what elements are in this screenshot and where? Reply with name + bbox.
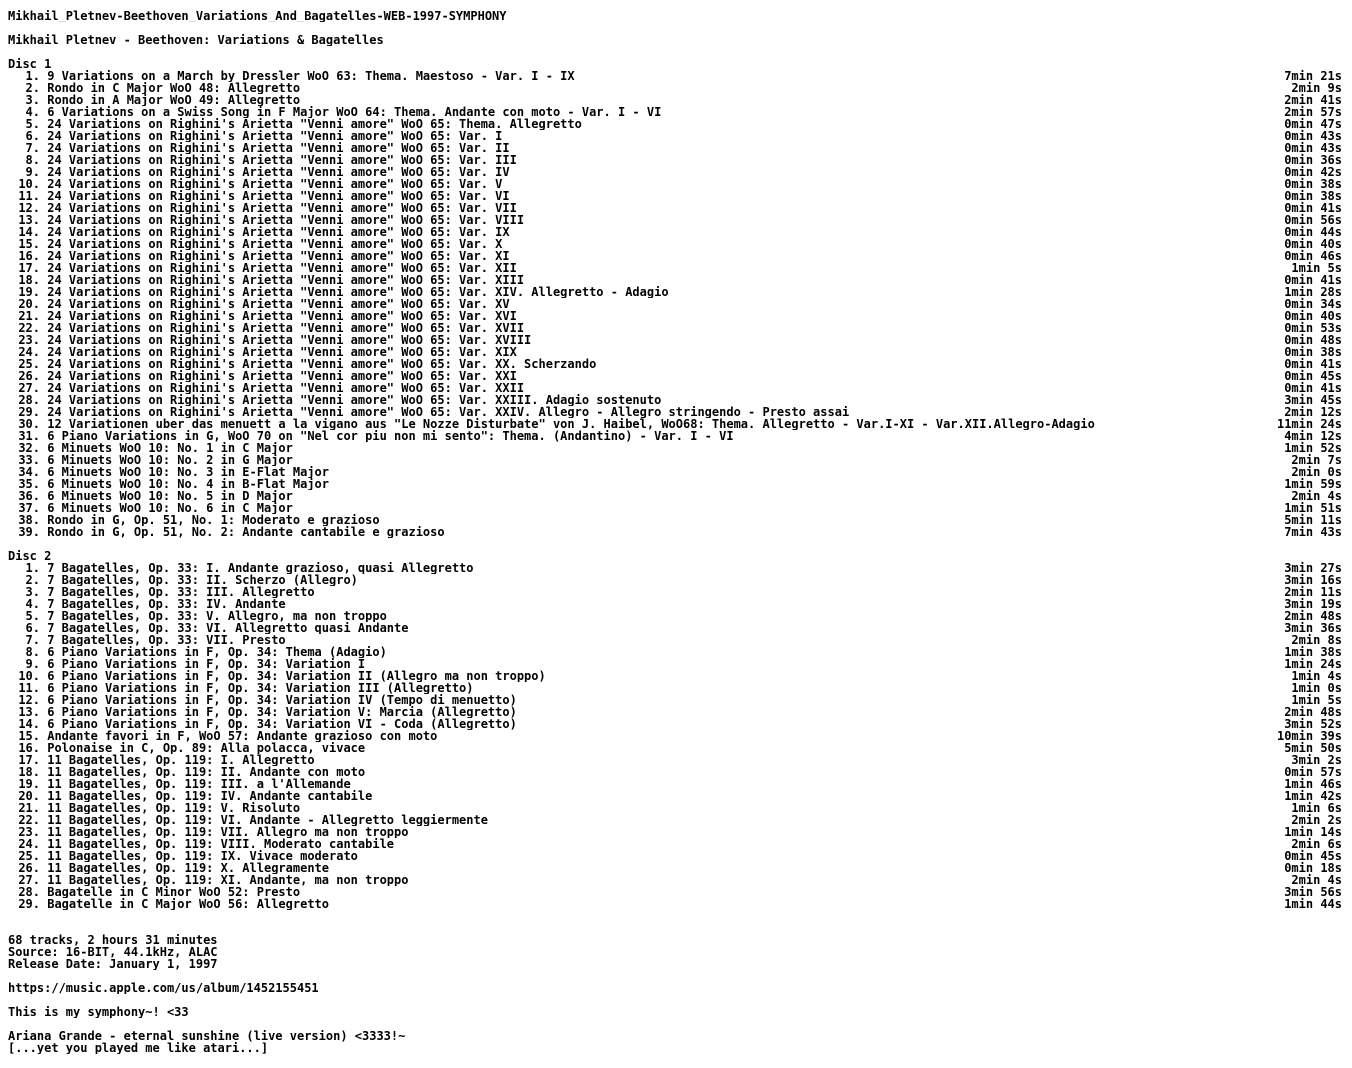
track-title: 24 Variations on Righini's Arietta "Venni amore" WoO 65: Var. III — [47, 154, 517, 166]
track-row — [8, 706, 1342, 718]
track-title: 6 Piano Variations in F, Op. 34: Variation III (Allegretto) — [47, 682, 474, 694]
track-number: 8. — [25, 645, 40, 659]
track-duration: 0min 41s — [1284, 357, 1342, 371]
track-row — [8, 682, 1342, 694]
track-row — [8, 298, 1342, 310]
track-duration: 7min 21s — [1284, 69, 1342, 83]
track-row — [8, 586, 1342, 598]
track-number: 6. — [25, 621, 40, 635]
track-number: 26. — [18, 861, 40, 875]
track-title: 6 Minuets WoO 10: No. 6 in C Major — [47, 502, 293, 514]
track-number: 15. — [18, 237, 40, 251]
track-row — [8, 166, 1342, 178]
track-title: 11 Bagatelles, Op. 119: II. Andante con moto — [47, 766, 366, 778]
track-number: 14. — [18, 717, 40, 731]
track-duration: 0min 38s — [1284, 345, 1342, 359]
track-duration: 1min 59s — [1284, 477, 1342, 491]
track-title: 24 Variations on Righini's Arietta "Venni amore" WoO 65: Var. XXII — [47, 382, 525, 394]
track-title: 24 Variations on Righini's Arietta "Venni amore" WoO 65: Var. I — [47, 130, 503, 142]
track-number: 29. — [18, 405, 40, 419]
disc-label: Disc 1 — [8, 58, 52, 70]
track-number: 27. — [18, 873, 40, 887]
track-number: 12. — [18, 693, 40, 707]
track-duration: 0min 34s — [1284, 297, 1342, 311]
disc-label: Disc 2 — [8, 550, 52, 562]
track-duration: 1min 0s — [1291, 681, 1342, 695]
track-number: 17. — [18, 753, 40, 767]
track-title: 6 Piano Variations in G, WoO 70 on "Nel cor piu non mi sento": Thema. (Andantino) - Var. I - VI — [47, 430, 734, 442]
track-title: 11 Bagatelles, Op. 119: I. Allegretto — [47, 754, 315, 766]
track-row — [8, 394, 1342, 406]
track-duration: 4min 12s — [1284, 429, 1342, 443]
track-row — [8, 622, 1342, 634]
spacer — [8, 538, 1344, 550]
track-duration: 1min 38s — [1284, 645, 1342, 659]
track-number: 28. — [18, 885, 40, 899]
track-number: 27. — [18, 381, 40, 395]
track-row — [8, 850, 1342, 862]
track-duration: 0min 41s — [1284, 273, 1342, 287]
track-row — [8, 814, 1342, 826]
track-duration: 0min 18s — [1284, 861, 1342, 875]
track-duration: 0min 46s — [1284, 249, 1342, 263]
track-duration: 5min 11s — [1284, 513, 1342, 527]
track-row — [8, 826, 1342, 838]
track-number: 3. — [25, 93, 40, 107]
track-title: 9 Variations on a March by Dressler WoO 63: Thema. Maestoso - Var. I - IX — [47, 70, 575, 82]
track-duration: 1min 42s — [1284, 789, 1342, 803]
track-duration: 0min 56s — [1284, 213, 1342, 227]
track-number: 11. — [18, 681, 40, 695]
disc-list — [8, 58, 1344, 910]
track-number: 17. — [18, 261, 40, 275]
release-name: Mikhail_Pletnev-Beethoven_Variations_And_Bagatelles-WEB-1997-SYMPHONY — [8, 10, 507, 22]
track-duration: 1min 5s — [1291, 261, 1342, 275]
track-duration: 1min 5s — [1291, 693, 1342, 707]
track-duration: 0min 38s — [1284, 177, 1342, 191]
track-title: 6 Minuets WoO 10: No. 5 in D Major — [47, 490, 293, 502]
track-row — [8, 490, 1342, 502]
track-duration: 2min 41s — [1284, 93, 1342, 107]
track-row — [8, 262, 1342, 274]
track-duration: 0min 45s — [1284, 369, 1342, 383]
track-title: 24 Variations on Righini's Arietta "Venni amore" WoO 65: Var. XVII — [47, 322, 525, 334]
track-title: 6 Piano Variations in F, Op. 34: Variation V: Marcia (Allegretto) — [47, 706, 517, 718]
track-number: 23. — [18, 333, 40, 347]
track-row — [8, 790, 1342, 802]
track-number: 18. — [18, 273, 40, 287]
track-number: 38. — [18, 513, 40, 527]
track-title: 6 Piano Variations in F, Op. 34: Variation VI - Coda (Allegretto) — [47, 718, 517, 730]
track-duration: 5min 50s — [1284, 741, 1342, 755]
track-title: 24 Variations on Righini's Arietta "Venni amore" WoO 65: Var. X — [47, 238, 503, 250]
track-number: 37. — [18, 501, 40, 515]
track-row — [8, 214, 1342, 226]
track-number: 20. — [18, 789, 40, 803]
track-number: 25. — [18, 849, 40, 863]
track-number: 5. — [25, 609, 40, 623]
track-number: 6. — [25, 129, 40, 143]
track-title: 7 Bagatelles, Op. 33: VII. Presto — [47, 634, 286, 646]
track-title: 24 Variations on Righini's Arietta "Venni amore" WoO 65: Var. XVI — [47, 310, 517, 322]
track-number: 7. — [25, 141, 40, 155]
track-duration: 0min 48s — [1284, 333, 1342, 347]
album-line: Mikhail Pletnev - Beethoven: Variations & Bagatelles — [8, 34, 384, 46]
track-title: 24 Variations on Righini's Arietta "Venni amore" WoO 65: Var. II — [47, 142, 510, 154]
track-row — [8, 694, 1342, 706]
track-row — [8, 178, 1342, 190]
track-row — [8, 274, 1342, 286]
track-number: 11. — [18, 189, 40, 203]
track-row — [8, 610, 1342, 622]
track-row — [8, 250, 1342, 262]
track-row — [8, 754, 1342, 766]
track-number: 22. — [18, 321, 40, 335]
track-row — [8, 310, 1342, 322]
track-duration: 2min 48s — [1284, 705, 1342, 719]
track-row — [8, 478, 1342, 490]
track-number: 18. — [18, 765, 40, 779]
track-row — [8, 370, 1342, 382]
release-note: This is my symphony~! <33 — [8, 1006, 189, 1018]
track-row — [8, 130, 1342, 142]
track-row — [8, 454, 1342, 466]
track-duration: 0min 40s — [1284, 237, 1342, 251]
track-duration: 3min 45s — [1284, 393, 1342, 407]
track-number: 4. — [25, 105, 40, 119]
track-duration: 3min 36s — [1284, 621, 1342, 635]
track-title: 24 Variations on Righini's Arietta "Venni amore" WoO 65: Var. XX. Scherzando — [47, 358, 597, 370]
track-duration: 3min 16s — [1284, 573, 1342, 587]
track-title: 6 Piano Variations in F, Op. 34: Thema (Adagio) — [47, 646, 387, 658]
track-title: Bagatelle in C Major WoO 56: Allegretto — [47, 898, 329, 910]
track-duration: 1min 24s — [1284, 657, 1342, 671]
track-number: 35. — [18, 477, 40, 491]
track-duration: 0min 45s — [1284, 849, 1342, 863]
track-title: 11 Bagatelles, Op. 119: VI. Andante - Allegretto leggiermente — [47, 814, 488, 826]
track-title: 6 Minuets WoO 10: No. 1 in C Major — [47, 442, 293, 454]
track-number: 13. — [18, 705, 40, 719]
track-row — [8, 898, 1342, 910]
track-title: 24 Variations on Righini's Arietta "Venni amore" WoO 65: Var. VIII — [47, 214, 525, 226]
track-number: 4. — [25, 597, 40, 611]
track-row — [8, 766, 1342, 778]
track-number: 25. — [18, 357, 40, 371]
track-number: 21. — [18, 801, 40, 815]
track-number: 21. — [18, 309, 40, 323]
track-number: 31. — [18, 429, 40, 443]
track-title: 12 Variationen uber das menuett a la vigano aus "Le Nozze Disturbate" von J. Haibel, WoO68: Thema. Allegretto - Var.I-XI - Var.XII.Allegro-Adagio — [47, 418, 1095, 430]
track-title: 11 Bagatelles, Op. 119: XI. Andante, ma non troppo — [47, 874, 409, 886]
track-title: 7 Bagatelles, Op. 33: I. Andante grazioso, quasi Allegretto — [47, 562, 474, 574]
spacer — [8, 1018, 1344, 1030]
track-title: 6 Variations on a Swiss Song in F Major WoO 64: Thema. Andante con moto - Var. I - VI — [47, 106, 662, 118]
track-row — [8, 190, 1342, 202]
track-row — [8, 778, 1342, 790]
track-duration: 1min 28s — [1284, 285, 1342, 299]
track-title: 24 Variations on Righini's Arietta "Venni amore" WoO 65: Var. VI — [47, 190, 510, 202]
track-duration: 11min 24s — [1276, 417, 1342, 431]
track-title: 24 Variations on Righini's Arietta "Venni amore" WoO 65: Var. XXIII. Adagio sostenuto — [47, 394, 662, 406]
track-title: 7 Bagatelles, Op. 33: II. Scherzo (Allegro) — [47, 574, 358, 586]
track-title: 24 Variations on Righini's Arietta "Venni amore" WoO 65: Var. XIV. Allegretto - Adagio — [47, 286, 669, 298]
track-row — [8, 730, 1342, 742]
track-row — [8, 466, 1342, 478]
track-title: 24 Variations on Righini's Arietta "Venni amore" WoO 65: Var. XI — [47, 250, 510, 262]
track-row — [8, 874, 1342, 886]
track-row — [8, 802, 1342, 814]
track-row — [8, 382, 1342, 394]
track-duration: 2min 0s — [1291, 465, 1342, 479]
track-title: 11 Bagatelles, Op. 119: VIII. Moderato cantabile — [47, 838, 395, 850]
track-duration: 1min 6s — [1291, 801, 1342, 815]
spacer — [8, 970, 1344, 982]
track-number: 2. — [25, 81, 40, 95]
track-row — [8, 142, 1342, 154]
track-number: 13. — [18, 213, 40, 227]
source-info: Source: 16-BIT, 44.1kHz, ALAC — [8, 946, 218, 958]
track-duration: 2min 9s — [1291, 81, 1342, 95]
track-title: 24 Variations on Righini's Arietta "Venni amore" WoO 65: Thema. Allegretto — [47, 118, 582, 130]
track-duration: 2min 4s — [1291, 489, 1342, 503]
track-duration: 0min 43s — [1284, 129, 1342, 143]
track-number: 29. — [18, 897, 40, 911]
track-duration: 3min 19s — [1284, 597, 1342, 611]
track-row — [8, 82, 1342, 94]
track-gap — [40, 526, 47, 538]
spacer — [8, 46, 1344, 58]
track-number: 33. — [18, 453, 40, 467]
track-duration: 1min 4s — [1291, 669, 1342, 683]
track-duration: 0min 43s — [1284, 141, 1342, 155]
track-title: 7 Bagatelles, Op. 33: III. Allegretto — [47, 586, 315, 598]
track-title: 6 Piano Variations in F, Op. 34: Variation II (Allegro ma non troppo) — [47, 670, 546, 682]
track-row — [8, 598, 1342, 610]
track-title: 24 Variations on Righini's Arietta "Venni amore" WoO 65: Var. IV — [47, 166, 510, 178]
track-row — [8, 94, 1342, 106]
track-title: 6 Minuets WoO 10: No. 3 in E-Flat Major — [47, 466, 329, 478]
track-title: 24 Variations on Righini's Arietta "Venni amore" WoO 65: Var. XIII — [47, 274, 525, 286]
track-number: 16. — [18, 741, 40, 755]
track-duration: 7min 43s — [1284, 525, 1342, 539]
track-duration: 2min 2s — [1291, 813, 1342, 827]
release-date: Release Date: January 1, 1997 — [8, 958, 218, 970]
track-row — [8, 286, 1342, 298]
track-row — [8, 106, 1342, 118]
track-gap — [40, 898, 47, 910]
track-title: 24 Variations on Righini's Arietta "Venni amore" WoO 65: Var. VII — [47, 202, 517, 214]
track-duration: 0min 40s — [1284, 309, 1342, 323]
track-duration: 2min 8s — [1291, 633, 1342, 647]
track-title: 7 Bagatelles, Op. 33: IV. Andante — [47, 598, 286, 610]
track-row — [8, 154, 1342, 166]
track-number: 8. — [25, 153, 40, 167]
track-row — [8, 658, 1342, 670]
track-title: 11 Bagatelles, Op. 119: IX. Vivace moderato — [47, 850, 358, 862]
track-number: 24. — [18, 345, 40, 359]
track-number: 15. — [18, 729, 40, 743]
track-row — [8, 574, 1342, 586]
track-row — [8, 670, 1342, 682]
track-duration: 2min 57s — [1284, 105, 1342, 119]
track-title: 11 Bagatelles, Op. 119: X. Allegramente — [47, 862, 329, 874]
track-number: 34. — [18, 465, 40, 479]
track-title: 11 Bagatelles, Op. 119: IV. Andante cantabile — [47, 790, 373, 802]
track-row — [8, 634, 1342, 646]
track-number: 10. — [18, 177, 40, 191]
track-number: 1. — [25, 561, 40, 575]
track-row — [8, 862, 1342, 874]
track-title: 6 Minuets WoO 10: No. 4 in B-Flat Major — [47, 478, 329, 490]
track-title: 24 Variations on Righini's Arietta "Venni amore" WoO 65: Var. XVIII — [47, 334, 532, 346]
spacer — [8, 22, 1344, 34]
track-number: 10. — [18, 669, 40, 683]
track-duration: 2min 7s — [1291, 453, 1342, 467]
track-number: 32. — [18, 441, 40, 455]
track-row — [8, 238, 1342, 250]
track-title: 24 Variations on Righini's Arietta "Venni amore" WoO 65: Var. XXIV. Allegro - Allegro stringendo - Presto assai — [47, 406, 850, 418]
track-duration: 2min 12s — [1284, 405, 1342, 419]
track-row — [8, 718, 1342, 730]
spacer — [8, 922, 1344, 934]
track-number: 30. — [18, 417, 40, 431]
track-title: Rondo in G, Op. 51, No. 2: Andante cantabile e grazioso — [47, 526, 445, 538]
track-duration: 1min 52s — [1284, 441, 1342, 455]
track-title: Rondo in G, Op. 51, No. 1: Moderato e grazioso — [47, 514, 380, 526]
track-duration: 3min 56s — [1284, 885, 1342, 899]
track-duration: 2min 6s — [1291, 837, 1342, 851]
track-duration: 2min 4s — [1291, 873, 1342, 887]
track-duration: 0min 42s — [1284, 165, 1342, 179]
track-row — [8, 202, 1342, 214]
track-duration: 0min 53s — [1284, 321, 1342, 335]
track-number: 9. — [25, 657, 40, 671]
track-title: Polonaise in C, Op. 89: Alla polacca, vivace — [47, 742, 366, 754]
track-title: 24 Variations on Righini's Arietta "Venni amore" WoO 65: Var. XII — [47, 262, 517, 274]
track-duration: 0min 38s — [1284, 189, 1342, 203]
track-duration: 10min 39s — [1276, 729, 1342, 743]
track-number: 12. — [18, 201, 40, 215]
track-duration: 2min 48s — [1284, 609, 1342, 623]
track-number: 24. — [18, 837, 40, 851]
track-title: Bagatelle in C Minor WoO 52: Presto — [47, 886, 301, 898]
track-number: 19. — [18, 285, 40, 299]
track-row — [8, 406, 1342, 418]
track-title: 24 Variations on Righini's Arietta "Venni amore" WoO 65: Var. XXI — [47, 370, 517, 382]
track-row — [8, 418, 1342, 430]
track-number: 16. — [18, 249, 40, 263]
track-row — [8, 442, 1342, 454]
track-row — [8, 526, 1342, 538]
song-line: Ariana Grande - eternal sunshine (live version) <3333!~ — [8, 1030, 406, 1042]
track-number: 19. — [18, 777, 40, 791]
track-number: 2. — [25, 573, 40, 587]
track-duration: 1min 14s — [1284, 825, 1342, 839]
track-summary: 68 tracks, 2 hours 31 minutes — [8, 934, 218, 946]
track-number: 36. — [18, 489, 40, 503]
track-number: 9. — [25, 165, 40, 179]
track-row — [8, 562, 1342, 574]
track-title: 24 Variations on Righini's Arietta "Venni amore" WoO 65: Var. IX — [47, 226, 510, 238]
lyric-line: [...yet you played me like atari...] — [8, 1042, 269, 1054]
track-duration: 1min 46s — [1284, 777, 1342, 791]
track-duration: 2min 11s — [1284, 585, 1342, 599]
track-row — [8, 430, 1342, 442]
track-title: Rondo in A Major WoO 49: Allegretto — [47, 94, 301, 106]
track-duration: 0min 47s — [1284, 117, 1342, 131]
track-duration: 3min 52s — [1284, 717, 1342, 731]
track-number: 1. — [25, 69, 40, 83]
track-title: Andante favori in F, WoO 57: Andante grazioso con moto — [47, 730, 438, 742]
track-row — [8, 886, 1342, 898]
track-title: 6 Minuets WoO 10: No. 2 in G Major — [47, 454, 293, 466]
track-duration: 3min 2s — [1291, 753, 1342, 767]
track-duration: 3min 27s — [1284, 561, 1342, 575]
track-duration: 0min 36s — [1284, 153, 1342, 167]
track-number: 39. — [18, 525, 40, 539]
track-number: 23. — [18, 825, 40, 839]
spacer — [8, 910, 1344, 922]
track-duration: 0min 41s — [1284, 201, 1342, 215]
track-row — [8, 742, 1342, 754]
track-number: 28. — [18, 393, 40, 407]
album-url: https://music.apple.com/us/album/1452155451 — [8, 982, 319, 994]
track-title: 24 Variations on Righini's Arietta "Venni amore" WoO 65: Var. XIX — [47, 346, 517, 358]
track-row — [8, 646, 1342, 658]
track-row — [8, 514, 1342, 526]
track-duration: 1min 44s — [1284, 897, 1342, 911]
track-row — [8, 838, 1342, 850]
track-number: 14. — [18, 225, 40, 239]
track-title: 7 Bagatelles, Op. 33: VI. Allegretto quasi Andante — [47, 622, 409, 634]
track-row — [8, 358, 1342, 370]
track-row — [8, 322, 1342, 334]
track-title: Rondo in C Major WoO 48: Allegretto — [47, 82, 301, 94]
track-row — [8, 118, 1342, 130]
track-row — [8, 334, 1342, 346]
track-title: 11 Bagatelles, Op. 119: VII. Allegro ma non troppo — [47, 826, 409, 838]
track-title: 11 Bagatelles, Op. 119: V. Risoluto — [47, 802, 301, 814]
track-title: 11 Bagatelles, Op. 119: III. a l'Allemande — [47, 778, 351, 790]
track-number: 26. — [18, 369, 40, 383]
track-row — [8, 226, 1342, 238]
track-duration: 0min 41s — [1284, 381, 1342, 395]
track-number: 5. — [25, 117, 40, 131]
track-title: 7 Bagatelles, Op. 33: V. Allegro, ma non troppo — [47, 610, 387, 622]
track-row — [8, 502, 1342, 514]
track-number: 3. — [25, 585, 40, 599]
track-title: 24 Variations on Righini's Arietta "Venni amore" WoO 65: Var. V — [47, 178, 503, 190]
track-row — [8, 70, 1342, 82]
spacer — [8, 994, 1344, 1006]
track-row — [8, 346, 1342, 358]
track-number: 7. — [25, 633, 40, 647]
track-number: 20. — [18, 297, 40, 311]
track-title: 24 Variations on Righini's Arietta "Venni amore" WoO 65: Var. XV — [47, 298, 510, 310]
track-duration: 0min 57s — [1284, 765, 1342, 779]
track-title: 6 Piano Variations in F, Op. 34: Variation I — [47, 658, 366, 670]
track-title: 6 Piano Variations in F, Op. 34: Variation IV (Tempo di menuetto) — [47, 694, 517, 706]
track-duration: 0min 44s — [1284, 225, 1342, 239]
track-number: 22. — [18, 813, 40, 827]
track-duration: 1min 51s — [1284, 501, 1342, 515]
